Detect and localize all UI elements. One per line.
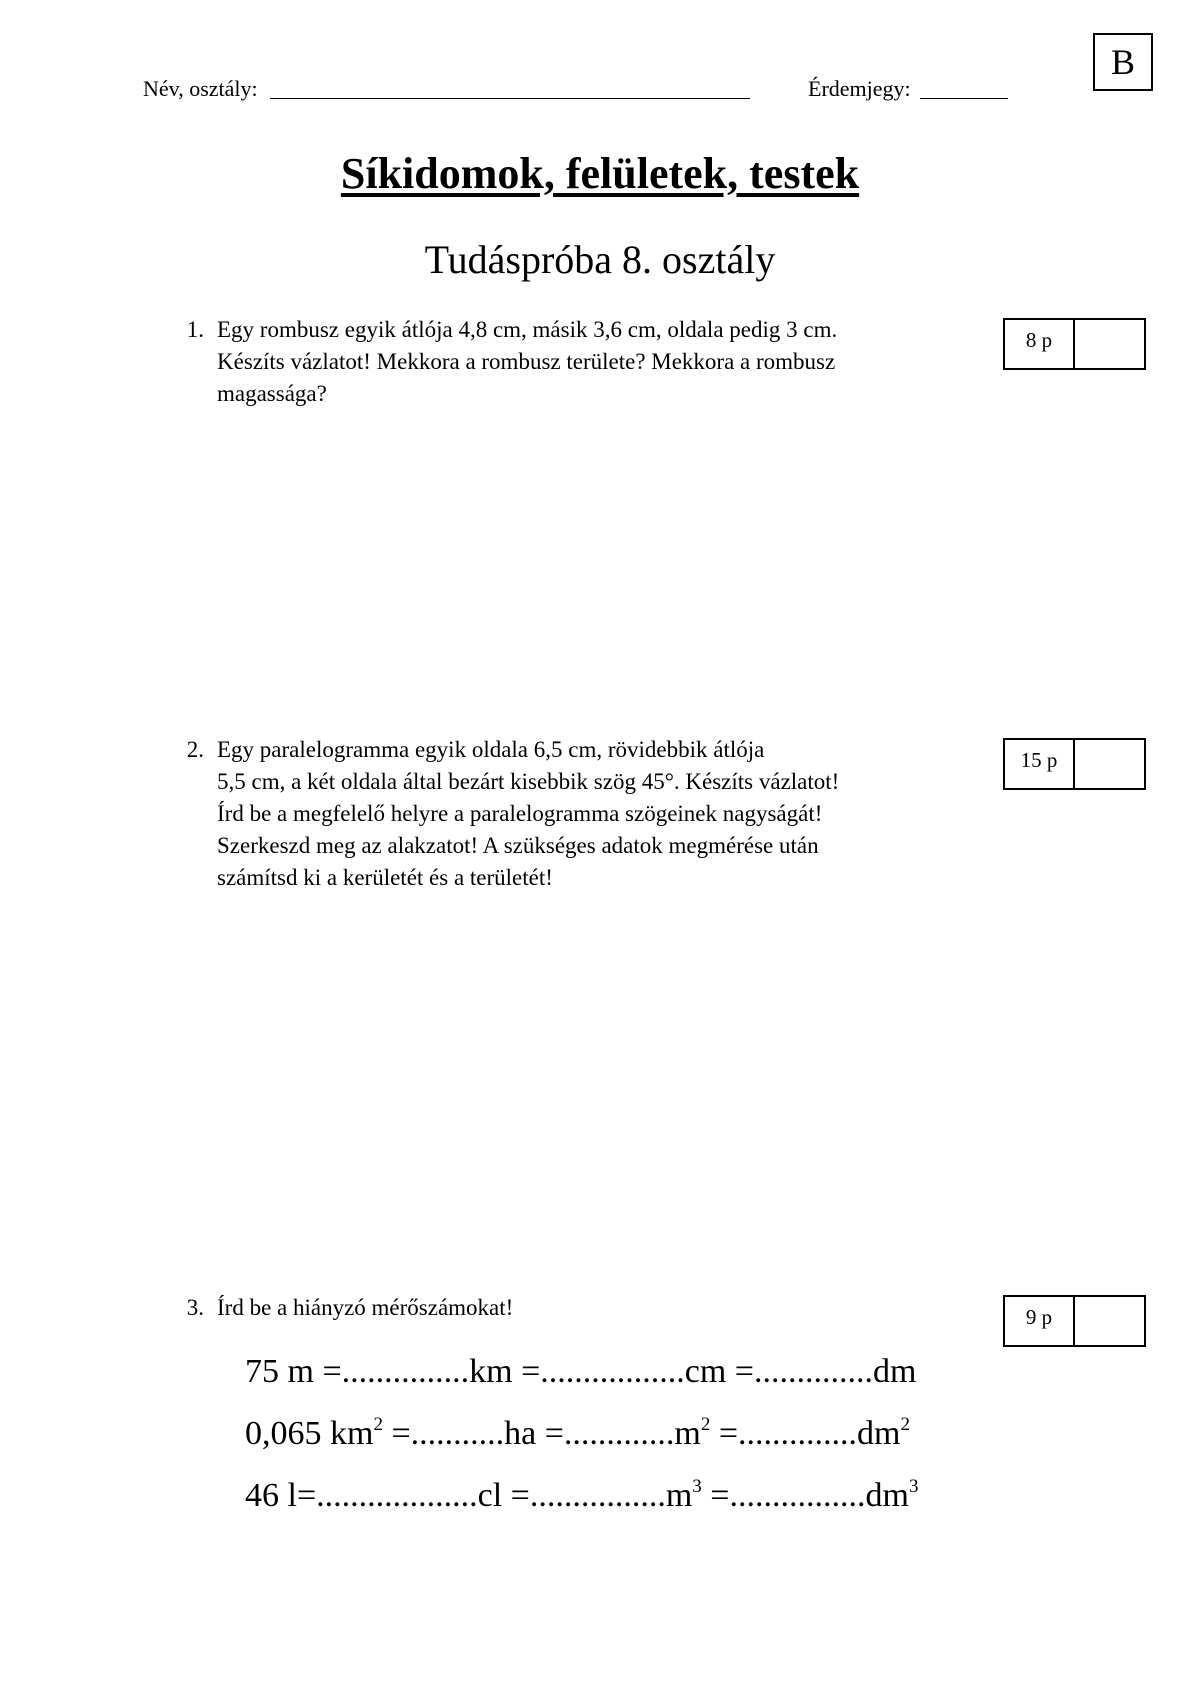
task-2-line: 5,5 cm, a két oldala által bezárt kisebbik szög 45°. Készíts vázlatot! (217, 769, 840, 794)
conv-text: m (674, 1415, 701, 1452)
task-3-text (217, 1292, 992, 1324)
task-1-line: magassága? (217, 381, 327, 406)
exponent: 3 (692, 1476, 702, 1497)
task-2-score-box (1003, 738, 1146, 790)
name-class-field[interactable] (270, 76, 750, 99)
task-3-line: Írd be a hiányzó mérőszámokat! (217, 1295, 514, 1320)
conv-text: 75 m = (245, 1353, 342, 1390)
grade-field[interactable] (920, 76, 1008, 99)
conv-blank[interactable]: ................. (540, 1353, 685, 1390)
task-1-text (217, 314, 992, 410)
conv-text: 46 l= (245, 1477, 317, 1514)
conv-blank[interactable]: ................ (729, 1477, 866, 1514)
task-2-number: 2. (186, 737, 204, 762)
conv-blank[interactable]: ................... (316, 1477, 478, 1514)
conversion-row-length (245, 1352, 916, 1392)
conv-text: = (710, 1477, 730, 1514)
conv-blank[interactable]: ........... (410, 1415, 505, 1452)
task-2-line: számítsd ki a kerületét és a területét! (217, 865, 553, 890)
task-3-points: 9 p (1005, 1297, 1075, 1345)
conv-blank[interactable]: .............. (738, 1415, 858, 1452)
task-1-number: 1. (186, 317, 204, 342)
task-1-score-box (1003, 318, 1146, 370)
conv-blank[interactable]: ............... (341, 1353, 470, 1390)
exponent: 3 (908, 1476, 919, 1497)
conv-text: cm = (684, 1353, 754, 1390)
conv-text: km = (469, 1353, 541, 1390)
exponent: 2 (373, 1414, 383, 1435)
conv-blank[interactable]: .............. (753, 1353, 873, 1390)
page-title: Síkidomok, felületek, testek (340, 149, 860, 198)
task-2-line: Egy paralelogramma egyik oldala 6,5 cm, rövidebbik átlója (217, 737, 765, 762)
task-1-line: Készíts vázlatot! Mekkora a rombusz területe? Mekkora a rombusz (217, 349, 836, 374)
task-2-line: Írd be a megfelelő helyre a paralelogramma szögeinek nagyságát! (217, 801, 823, 826)
conv-blank[interactable]: ............. (563, 1415, 675, 1452)
conv-text: dm (865, 1477, 909, 1514)
task-2-points: 15 p (1005, 740, 1075, 788)
grade-label: Érdemjegy: (808, 76, 911, 101)
conv-text: 0,065 km (245, 1415, 374, 1452)
conv-text: cl = (477, 1477, 530, 1514)
conversion-row-area (245, 1414, 910, 1454)
task-3-number: 3. (186, 1295, 204, 1320)
task-2-line: Szerkeszd meg az alakzatot! A szükséges adatok megmérése után (217, 833, 819, 858)
task-2-text (217, 734, 992, 894)
conv-blank[interactable]: ................ (529, 1477, 666, 1514)
page-subtitle: Tudáspróba 8. osztály (424, 237, 776, 282)
name-class-label: Név, osztály: (143, 76, 258, 101)
conv-text: dm (872, 1353, 917, 1390)
task-3-score-box (1003, 1295, 1146, 1347)
task-1-line: Egy rombusz egyik átlója 4,8 cm, másik 3,6 cm, oldala pedig 3 cm. (217, 317, 838, 342)
conv-text: m (665, 1477, 693, 1514)
conversion-row-volume (245, 1476, 918, 1516)
task-3-score-field[interactable] (1075, 1297, 1144, 1345)
task-1-score-field[interactable] (1075, 320, 1144, 368)
task-1-points: 8 p (1005, 320, 1075, 368)
test-version-box: B (1093, 33, 1153, 91)
conv-text: = (718, 1415, 739, 1452)
exponent: 2 (700, 1414, 711, 1435)
task-2-score-field[interactable] (1075, 740, 1144, 788)
conv-text: dm (857, 1415, 901, 1452)
conv-text: ha = (504, 1415, 564, 1452)
exponent: 2 (900, 1414, 910, 1435)
conv-text: = (391, 1415, 411, 1452)
